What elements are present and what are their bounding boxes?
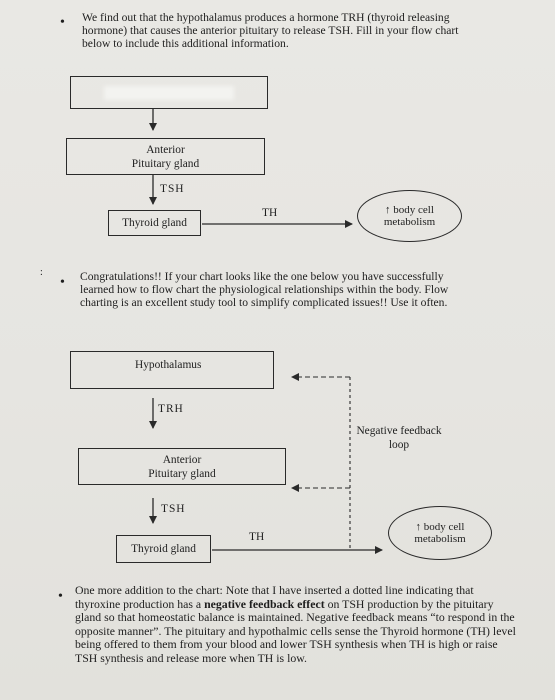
chart1-thyroid-box [108,210,201,236]
margin-colon-mark: : [40,267,43,278]
chart2-ellipse-line2: metabolism [414,533,466,545]
paragraph-3-bold: negative feedback effect [204,596,325,611]
chart1-pituitary-line2: Pituitary gland [131,157,200,170]
chart2-thyroid-box [116,535,211,563]
chart2-ellipse-line1: ↑ body cell [415,521,465,533]
chart2-pituitary-box [78,448,286,485]
chart2-tsh-label: TSH [161,503,186,515]
bullet-3: • [58,589,63,604]
chart2-trh-label: TRH [158,403,184,415]
chart2-hypothalamus-label: Hypothalamus [135,359,202,371]
chart1-tsh-label: TSH [160,183,185,195]
chart2-pituitary-line2: Pituitary gland [148,467,216,480]
paragraph-3-part2: on TSH production by the pituitary gland so that homeostatic balance is maintained. Negative feedback means “to respond in the opposite manner”. The pituitary and hypothalmic cells sense the Thyroid hormone (TH) level being offered to them from your blood and lower TSH synthesis when TH is high or raise TSH synthesis and release more when TH is low. [75,596,516,665]
chart1-thyroid-label: Thyroid gland [122,217,187,229]
chart2-negative-feedback-label [353,424,445,452]
paragraph-1: We find out that the hypothalamus produces a hormone TRH (thyroid releasing hormone) that causes the anterior pituitary to release TSH. Fill in your flow chart below to include this additional information. [82,11,459,50]
chart1-th-label: TH [262,207,278,219]
chart1-empty-box-blur [104,86,234,100]
chart1-ellipse-line1: ↑ body cell [385,204,434,216]
chart1-pituitary-box [66,138,265,175]
bullet-2: • [60,275,65,290]
paragraph-3-part1: One more addition to the chart: Note that I have inserted a dotted line indicating that thyroxine production has a [75,583,474,611]
paragraph-2: Congratulations!! If your chart looks like the one below you have successfully learned how to flow chart the physiological relationships within the body. Flow charting is an excellent study tool to simplify complicated issues!! Use it often. [80,270,449,309]
chart2-thyroid-label: Thyroid gland [131,543,196,555]
chart2-neg-line1: Negative feedback [356,425,442,437]
chart2-metabolism-ellipse [388,506,492,560]
chart2-pituitary-line1: Anterior [162,453,202,466]
chart1-empty-box[interactable] [70,76,268,109]
bullet-1: • [60,15,65,30]
chart1-metabolism-ellipse [357,190,462,242]
chart1-ellipse-line2: metabolism [383,216,436,228]
chart2-neg-line2: loop [388,439,410,451]
chart2-hypothalamus-box [70,351,274,389]
chart2-th-label: TH [249,531,265,543]
chart1-pituitary-line1: Anterior [146,143,185,156]
paragraph-3 [75,584,520,665]
